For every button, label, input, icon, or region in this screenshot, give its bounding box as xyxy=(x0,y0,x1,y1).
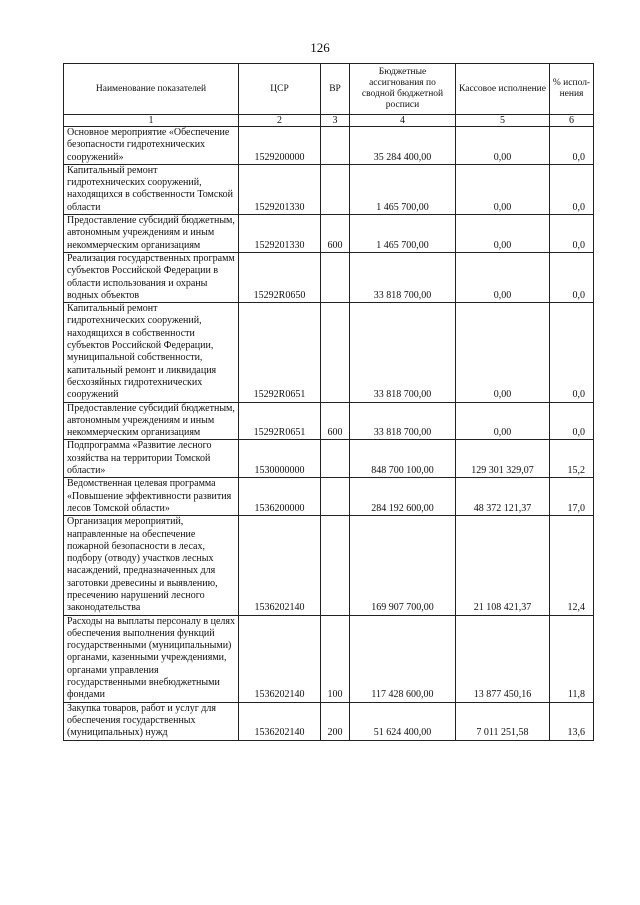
column-number-row xyxy=(64,115,594,127)
row-name: Капитальный ремонт гидротехнических сооружений, находящихся в собственности субъектов Российской Федерации, муниципальной собственности, капитальный ремонт и ликвидация бесхозяйных гидротехнических сооружений xyxy=(64,303,239,402)
row-pct: 12,4 xyxy=(550,516,594,615)
row-csr: 1536200000 xyxy=(239,478,321,516)
header-csr: ЦСР xyxy=(239,64,321,115)
row-vr xyxy=(321,303,350,402)
row-vr xyxy=(321,252,350,302)
row-budget: 169 907 700,00 xyxy=(350,516,456,615)
page-number: 126 xyxy=(310,40,330,55)
row-pct: 0,0 xyxy=(550,303,594,402)
row-vr: 600 xyxy=(321,402,350,440)
header-row xyxy=(64,64,594,115)
row-csr: 1530000000 xyxy=(239,440,321,478)
row-vr xyxy=(321,127,350,165)
row-cash: 0,00 xyxy=(456,252,550,302)
row-pct: 0,0 xyxy=(550,215,594,253)
budget-table xyxy=(63,63,594,741)
row-csr: 1529200000 xyxy=(239,127,321,165)
row-cash: 0,00 xyxy=(456,215,550,253)
header-cash: Кассовое исполнение xyxy=(456,64,550,115)
table-row xyxy=(64,127,594,165)
table-row xyxy=(64,516,594,615)
row-pct: 13,6 xyxy=(550,702,594,740)
header-name: Наименование показателей xyxy=(64,64,239,115)
table-row xyxy=(64,402,594,440)
table-row xyxy=(64,252,594,302)
row-budget: 33 818 700,00 xyxy=(350,402,456,440)
table-row xyxy=(64,215,594,253)
row-name: Подпрограмма «Развитие лесного хозяйства на территории Томской области» xyxy=(64,440,239,478)
column-number: 6 xyxy=(550,115,594,127)
row-cash: 21 108 421,37 xyxy=(456,516,550,615)
row-cash: 0,00 xyxy=(456,402,550,440)
row-name: Предоставление субсидий бюджетным, автономным учреждениям и иным некоммерческим организациям xyxy=(64,215,239,253)
row-pct: 15,2 xyxy=(550,440,594,478)
row-csr: 1529201330 xyxy=(239,215,321,253)
row-cash: 129 301 329,07 xyxy=(456,440,550,478)
row-budget: 848 700 100,00 xyxy=(350,440,456,478)
row-budget: 33 818 700,00 xyxy=(350,303,456,402)
row-budget: 1 465 700,00 xyxy=(350,215,456,253)
row-csr: 1536202140 xyxy=(239,615,321,702)
row-cash: 48 372 121,37 xyxy=(456,478,550,516)
row-pct: 0,0 xyxy=(550,402,594,440)
column-number: 3 xyxy=(321,115,350,127)
row-vr xyxy=(321,164,350,214)
column-number: 4 xyxy=(350,115,456,127)
row-vr xyxy=(321,478,350,516)
row-name: Расходы на выплаты персоналу в целях обеспечения выполнения функций государственными (муниципальными) органами, казенными учреждениями, органами управления государственными внебюджетными фондами xyxy=(64,615,239,702)
row-vr xyxy=(321,440,350,478)
row-csr: 1529201330 xyxy=(239,164,321,214)
row-csr: 15292R0651 xyxy=(239,402,321,440)
row-name: Организация мероприятий, направленные на обеспечение пожарной безопасности в лесах, подбору (отводу) участков лесных насаждений, предназначенных для заготовки древесины и выявлению, пресечению нарушений лесного законодательства xyxy=(64,516,239,615)
row-budget: 51 624 400,00 xyxy=(350,702,456,740)
row-csr: 15292R0650 xyxy=(239,252,321,302)
row-vr: 100 xyxy=(321,615,350,702)
table-row xyxy=(64,615,594,702)
row-name: Предоставление субсидий бюджетным, автономным учреждениям и иным некоммерческим организациям xyxy=(64,402,239,440)
row-name: Основное мероприятие «Обеспечение безопасности гидротехнических сооружений» xyxy=(64,127,239,165)
row-pct: 0,0 xyxy=(550,127,594,165)
table-row xyxy=(64,303,594,402)
row-csr: 15292R0651 xyxy=(239,303,321,402)
row-name: Закупка товаров, работ и услуг для обеспечения государственных (муниципальных) нужд xyxy=(64,702,239,740)
row-budget: 117 428 600,00 xyxy=(350,615,456,702)
row-vr: 600 xyxy=(321,215,350,253)
row-budget: 33 818 700,00 xyxy=(350,252,456,302)
column-number: 5 xyxy=(456,115,550,127)
row-budget: 35 284 400,00 xyxy=(350,127,456,165)
row-vr xyxy=(321,516,350,615)
row-cash: 13 877 450,16 xyxy=(456,615,550,702)
table-row xyxy=(64,440,594,478)
row-budget: 284 192 600,00 xyxy=(350,478,456,516)
row-name: Ведомственная целевая программа «Повышение эффективности развития лесов Томской области» xyxy=(64,478,239,516)
table-row xyxy=(64,702,594,740)
row-cash: 7 011 251,58 xyxy=(456,702,550,740)
row-csr: 1536202140 xyxy=(239,516,321,615)
row-csr: 1536202140 xyxy=(239,702,321,740)
column-number: 1 xyxy=(64,115,239,127)
column-number: 2 xyxy=(239,115,321,127)
header-pct: % испол-нения xyxy=(550,64,594,115)
header-vr: ВР xyxy=(321,64,350,115)
table-row xyxy=(64,478,594,516)
table-row xyxy=(64,164,594,214)
row-name: Реализация государственных программ субъектов Российской Федерации в области использования и охраны водных объектов xyxy=(64,252,239,302)
row-pct: 11,8 xyxy=(550,615,594,702)
row-budget: 1 465 700,00 xyxy=(350,164,456,214)
row-cash: 0,00 xyxy=(456,164,550,214)
row-pct: 17,0 xyxy=(550,478,594,516)
row-vr: 200 xyxy=(321,702,350,740)
row-cash: 0,00 xyxy=(456,303,550,402)
row-pct: 0,0 xyxy=(550,252,594,302)
row-name: Капитальный ремонт гидротехнических сооружений, находящихся в собственности Томской области xyxy=(64,164,239,214)
header-budget: Бюджетные ассигнования по сводной бюджетной росписи xyxy=(350,64,456,115)
row-pct: 0,0 xyxy=(550,164,594,214)
row-cash: 0,00 xyxy=(456,127,550,165)
